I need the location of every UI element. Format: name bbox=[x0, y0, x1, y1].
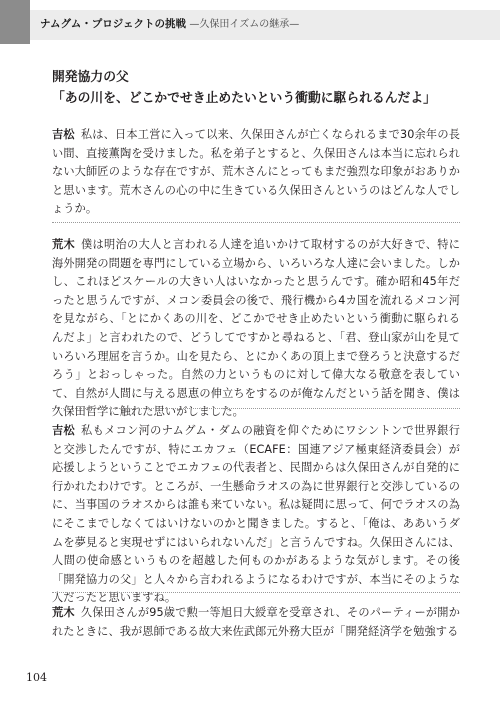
speaker-name: 荒木 bbox=[52, 238, 75, 251]
section-quote-heading: 「あの川を、どこかでせき止めたいという衝動に駆られるんだよ」 bbox=[52, 91, 436, 106]
header-tab-block bbox=[0, 0, 30, 44]
book-subtitle: —久保田イズムの継承— bbox=[189, 19, 300, 30]
speaker-name: 吉松 bbox=[52, 424, 76, 437]
paragraph-4 bbox=[52, 604, 460, 641]
book-title: ナムグム・プロジェクトの挑戦 bbox=[40, 18, 187, 30]
speaker-name: 吉松 bbox=[52, 128, 75, 141]
paragraph-text: 私もメコン河のナムグム・ダムの融資を仰ぐためにワシントンで世界銀行と交渉したんですが、特にエカフェ（ECAFE：国連アジア極東経済委員会）が応援しようということでエカフェの代表者と、民間からは久保田さんが自発的に行かれたわけです。ところが、一生懸命ラオスの為に世界銀行と交渉しているのに、当事国のラオスからは誰も来ていない。私は疑問に思って、何でラオスの為にそこまでしなくてはいけないのかと聞きました。すると、「俺は、ああいうダムを夢見ると実現せずにはいられないんだ」と言うんですね。久保田さんには、人間の使命感というものを超越した何ものかがあるような気がします。その後「開発協力の父」と人々から言われるようになるわけですが、本当にそのような人だったと思いますね。 bbox=[52, 424, 460, 605]
dotted-divider bbox=[52, 408, 460, 409]
running-header-title bbox=[40, 17, 299, 32]
speaker-name: 荒木 bbox=[52, 606, 75, 619]
dotted-divider bbox=[52, 222, 460, 223]
section-heading: 開発協力の父 bbox=[52, 70, 129, 85]
paragraph-text: 僕は明治の大人と言われる人達を追いかけて取材するのが大好きで、特に海外開発の問題を専門にしている立場から、いろいろな人達に会いました。しかし、これほどスケールの大きい人はいなかったと思うんです。確か昭和45年だったと思うんですが、メコン委員会の後で、飛行機から4カ国を流れるメコン河を見ながら、「とにかくあの川を、どこかでせき止めたいという衝動に駆られるんだよ」と言われたので、どうしてですかと尋ねると、「君、登山家が山を見ていろいろ理屈を言うか。山を見たら、とにかくあの頂上まで登ろうと決意するだろう」とおっしゃった。自然の力というものに対して偉大なる敬意を表していて、自然が人間に与える恩恵の伸立ちをするのが俺なんだという話を聞き、僕は久保田哲学に触れた思いがしました。 bbox=[52, 238, 461, 419]
paragraph-1 bbox=[52, 126, 460, 219]
running-header bbox=[0, 0, 500, 44]
dotted-divider bbox=[52, 592, 460, 593]
paragraph-2 bbox=[52, 236, 460, 422]
paragraph-text: 久保田さんが95歳で勲一等旭日大綬章を受章され、そのパーティーが開かれたときに、我が恩師である故大来佐武郎元外務大臣が「開発経済学を勉強する bbox=[52, 606, 460, 638]
paragraph-text: 私は、日本工営に入って以来、久保田さんが亡くなられるまで30余年の長い間、直接薫陶を受けました。私を弟子とすると、久保田さんは本当に忘れられない大師匠のような存在ですが、荒木さんにとってもまだ強烈な印象がおありかと思います。荒木さんの心の中に生きている久保田さんというのはどんな人でしょうか。 bbox=[52, 128, 461, 216]
paragraph-3 bbox=[52, 422, 460, 608]
page-number: 104 bbox=[26, 671, 47, 684]
